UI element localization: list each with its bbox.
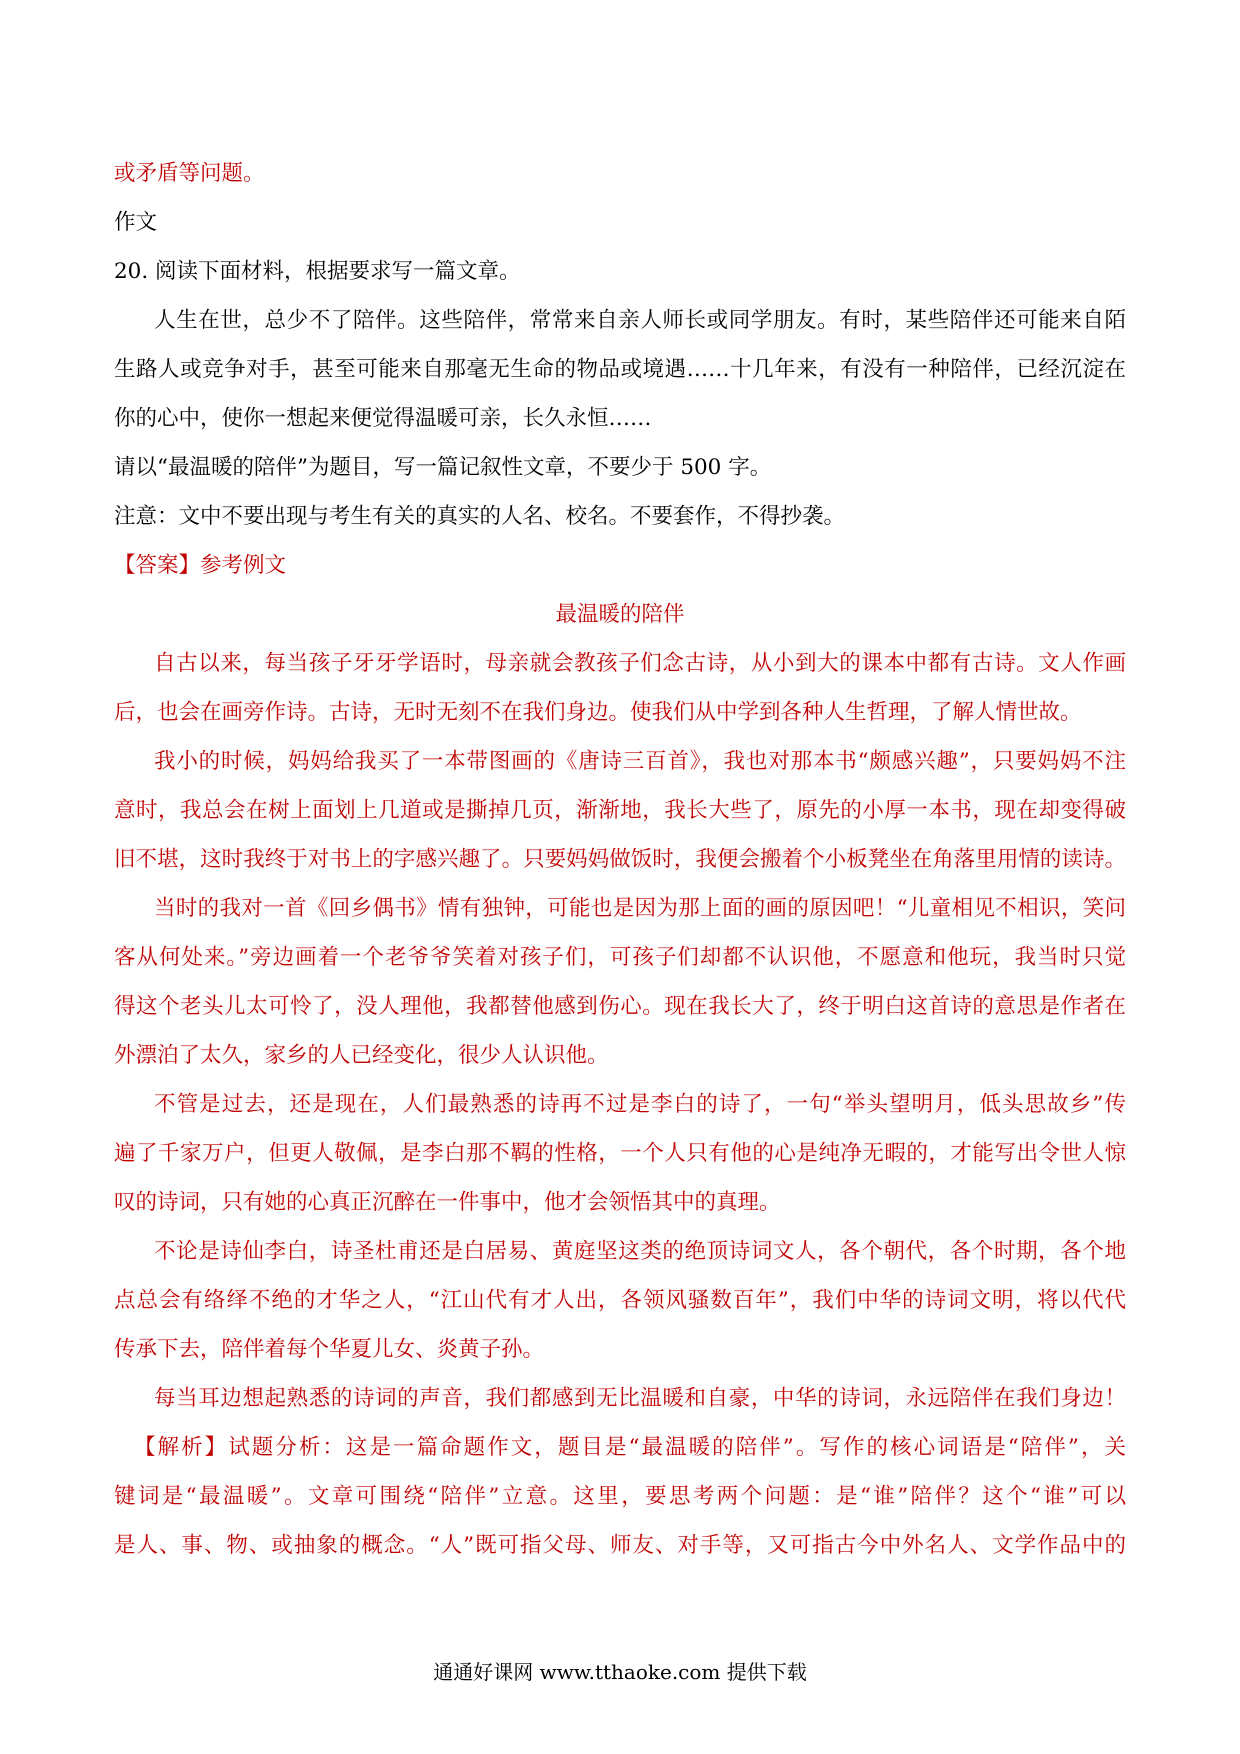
page-footer: 通通好课网 www.tthaoke.com 提供下载	[433, 1660, 807, 1684]
essay-line: 自古以来，每当孩子牙牙学语时，母亲就会教孩子们念古诗，从小到大的课本中都有古诗。文人作画	[154, 651, 1126, 676]
essay-line: 不管是过去，还是现在，人们最熟悉的诗再不过是李白的诗了，一句“举头望明月，低头思故乡”传	[154, 1092, 1126, 1117]
material-paragraph-line: 生路人或竞争对手，甚至可能来自那毫无生命的物品或境遇……十几年来，有没有一种陪伴，已经沉淀在	[114, 357, 1126, 382]
essay-line: 叹的诗词，只有她的心真正沉醉在一件事中，他才会领悟其中的真理。	[114, 1190, 781, 1215]
prev-answer-tail: 或矛盾等问题。	[114, 161, 265, 186]
analysis-line: 键词是“最温暖”。文章可围绕“陪伴”立意。这里，要思考两个问题：是“谁”陪伴？这个“谁”可以	[114, 1484, 1126, 1509]
essay-line: 当时的我对一首《回乡偶书》情有独钟，可能也是因为那上面的画的原因吧！“儿童相见不相识，笑问	[154, 896, 1126, 921]
essay-line: 每当耳边想起熟悉的诗词的声音，我们都感到无比温暖和自豪，中华的诗词，永远陪伴在我们身边！	[154, 1386, 1126, 1411]
essay-line: 不论是诗仙李白，诗圣杜甫还是白居易、黄庭坚这类的绝顶诗词文人，各个朝代，各个时期，各个地	[154, 1239, 1126, 1264]
essay-title: 最温暖的陪伴	[555, 602, 685, 627]
essay-line: 外漂泊了太久，家乡的人已经变化，很少人认识他。	[114, 1043, 609, 1068]
essay-line: 旧不堪，这时我终于对书上的字感兴趣了。只要妈妈做饭时，我便会搬着个小板凳坐在角落里用情的读诗。	[114, 847, 1126, 872]
essay-line: 后，也会在画旁作诗。古诗，无时无刻不在我们身边。使我们从中学到各种人生哲理，了解人情世故。	[114, 700, 1082, 725]
analysis-line: 【解析】试题分析：这是一篇命题作文，题目是“最温暖的陪伴”。写作的核心词语是“陪伴”，关	[134, 1435, 1126, 1460]
essay-line: 意时，我总会在树上面划上几道或是撕掉几页，渐渐地，我长大些了，原先的小厚一本书，现在却变得破	[114, 798, 1126, 823]
writing-requirement: 请以“最温暖的陪伴”为题目，写一篇记叙性文章，不要少于 500 字。	[114, 455, 772, 480]
material-paragraph-line: 人生在世，总少不了陪伴。这些陪伴，常常来自亲人师长或同学朋友。有时，某些陪伴还可能来自陌	[154, 308, 1126, 333]
essay-line: 传承下去，陪伴着每个华夏儿女、炎黄子孙。	[114, 1337, 545, 1362]
essay-line: 我小的时候，妈妈给我买了一本带图画的《唐诗三百首》，我也对那本书“颇感兴趣”，只要妈妈不注	[154, 749, 1126, 774]
essay-line: 得这个老头儿太可怜了，没人理他，我都替他感到伤心。现在我长大了，终于明白这首诗的意思是作者在	[114, 994, 1126, 1019]
essay-line: 遍了千家万户，但更人敬佩，是李白那不羁的性格，一个人只有他的心是纯净无暇的，才能写出令世人惊	[114, 1141, 1126, 1166]
material-paragraph-line: 你的心中，使你一想起来便觉得温暖可亲，长久永恒……	[114, 406, 652, 431]
writing-note: 注意：文中不要出现与考生有关的真实的人名、校名。不要套作，不得抄袭。	[114, 504, 846, 529]
essay-line: 点总会有络绎不绝的才华之人，“江山代有才人出，各领风骚数百年”，我们中华的诗词文明，将以代代	[114, 1288, 1126, 1313]
answer-label: 【答案】参考例文	[114, 553, 287, 578]
essay-line: 客从何处来。”旁边画着一个老爷爷笑着对孩子们，可孩子们却都不认识他，不愿意和他玩，我当时只觉	[114, 945, 1126, 970]
section-heading-composition: 作文	[114, 210, 158, 235]
analysis-line: 是人、事、物、或抽象的概念。“人”既可指父母、师友、对手等，又可指古今中外名人、文学作品中的	[114, 1533, 1126, 1558]
question-20-stem: 20. 阅读下面材料，根据要求写一篇文章。	[114, 259, 521, 284]
